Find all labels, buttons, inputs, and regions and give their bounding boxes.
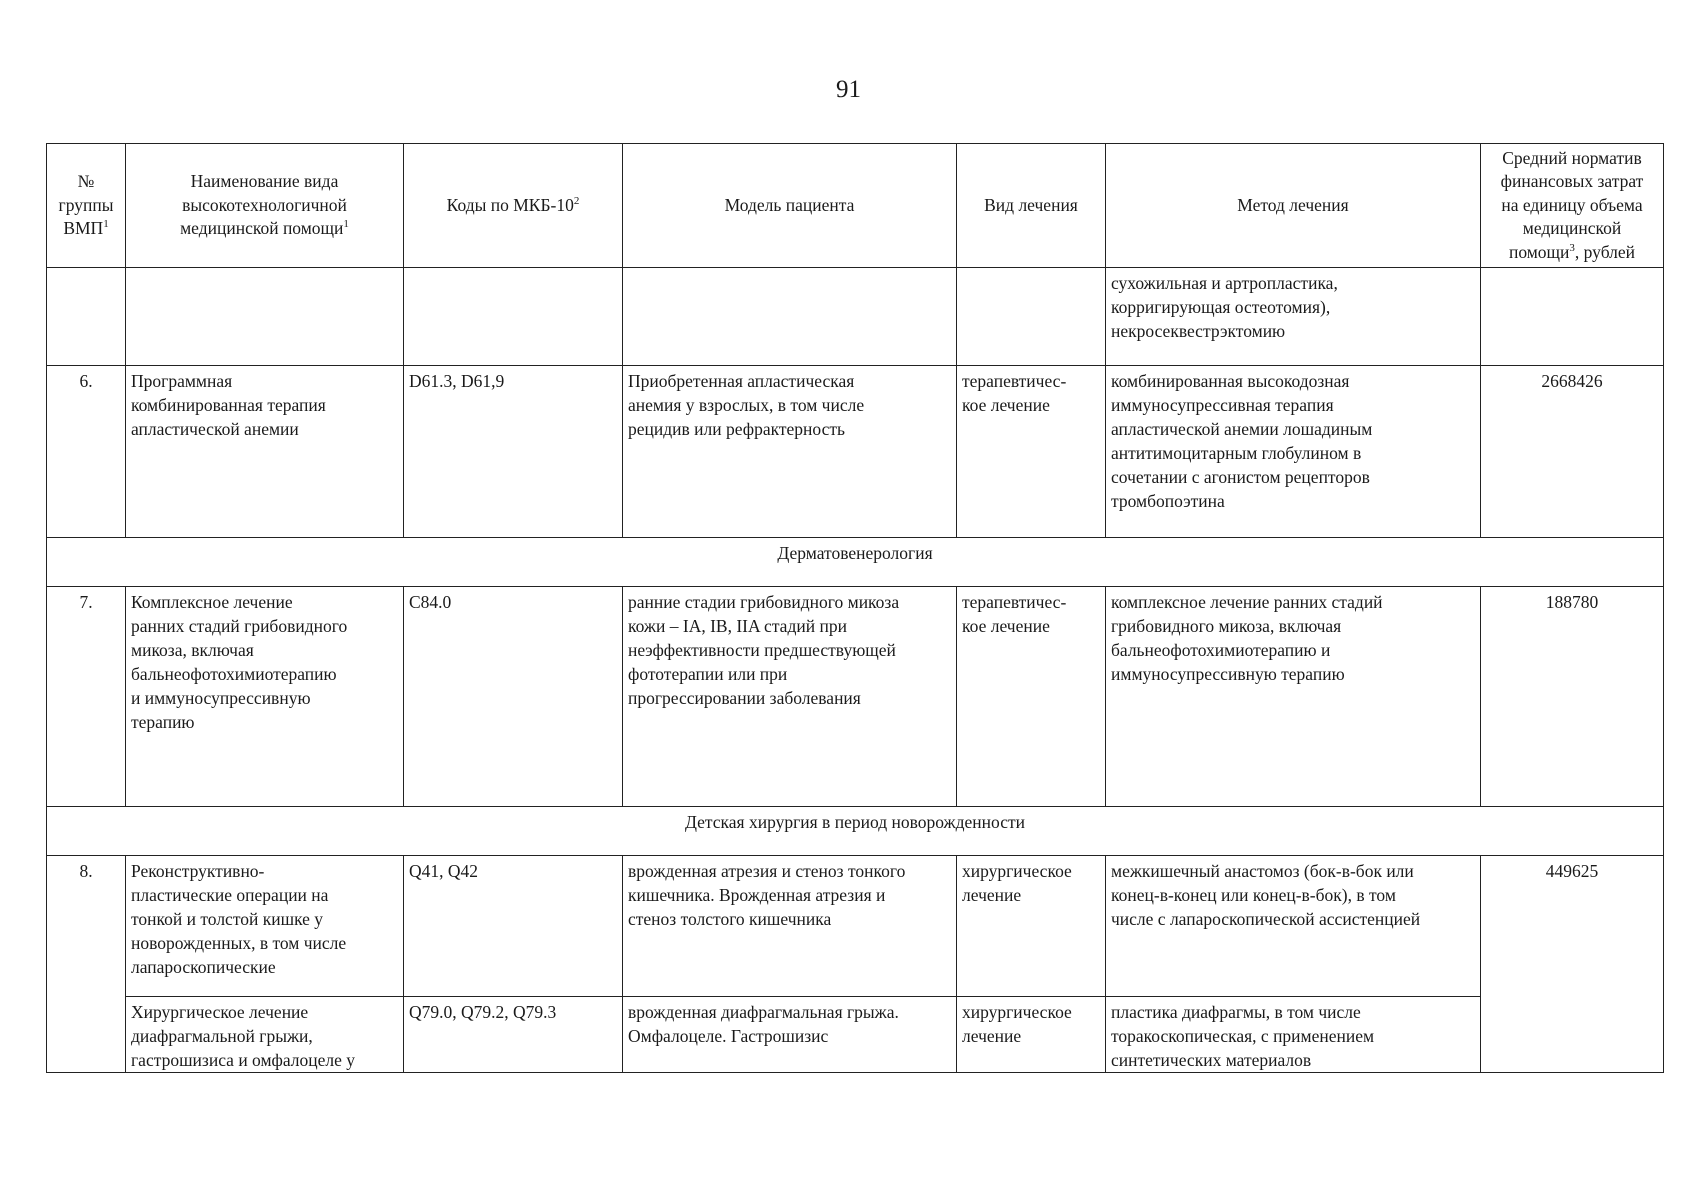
header-row [47,144,1664,268]
cell-name: Программная комбинированная терапия апластической анемии [126,366,404,538]
cell-codes: Q79.0, Q79.2, Q79.3 [404,997,623,1073]
header-care-type: Наименование вида высокотехнологичной медицинской помощи$^1$ [126,144,404,268]
table-row-7 [47,587,1664,807]
cell-name: Реконструктивно- пластические операции на тонкой и толстой кишке у новорожденных, в том числе лапароскопические [126,856,404,997]
page-number: 91 [836,76,861,103]
cell-type: хирургическое лечение [957,856,1106,997]
cell-model [623,268,957,366]
cell-method: комбинированная высокодозная иммуносупрессивная терапия апластической анемии лошадиным антитимоцитарным глобулином в сочетании с агонистом рецепторов тромбопоэтина [1106,366,1481,538]
cell-num: 7. [47,587,126,807]
cell-codes: D61.3, D61,9 [404,366,623,538]
header-group-number: № группы ВМП$^1$ [47,144,126,268]
cell-num: 8. [47,856,126,1073]
cell-name: Хирургическое лечение диафрагмальной грыжи, гастрошизиса и омфалоцеле у [126,997,404,1073]
header-treatment-type: Вид лечения [957,144,1106,268]
header-patient-model: Модель пациента [623,144,957,268]
cell-model: ранние стадии грибовидного микоза кожи – IA, IB, IIA стадий при неэффективности предшествующей фототерапии или при прогрессировании заболевания [623,587,957,807]
cell-cost [1481,268,1664,366]
section-title: Детская хирургия в период новорожденности [47,807,1664,856]
cell-cost: 449625 [1481,856,1664,1073]
header-treatment-method: Метод лечения [1106,144,1481,268]
cell-codes: C84.0 [404,587,623,807]
table-row-8a [47,856,1664,997]
cell-name [126,268,404,366]
cell-model: врожденная атрезия и стеноз тонкого кишечника. Врожденная атрезия и стеноз толстого кишечника [623,856,957,997]
cell-method: пластика диафрагмы, в том числе торакоскопическая, с применением синтетических материалов [1106,997,1481,1073]
section-row-neonatal-surgery [47,807,1664,856]
table-row-6 [47,366,1664,538]
cell-cost: 2668426 [1481,366,1664,538]
cell-type: терапевтичес- кое лечение [957,366,1106,538]
cell-cost: 188780 [1481,587,1664,807]
cell-num: 6. [47,366,126,538]
cell-type: терапевтичес- кое лечение [957,587,1106,807]
cell-method: комплексное лечение ранних стадий грибовидного микоза, включая бальнеофотохимиотерапию и иммуносупрессивную терапию [1106,587,1481,807]
header-cost: Средний норматив финансовых затрат на единицу объема медицинской помощи$^3$, рублей [1481,144,1664,268]
cell-name: Комплексное лечение ранних стадий грибовидного микоза, включая бальнеофотохимиотерапию и иммуносупрессивную терапию [126,587,404,807]
cell-model: врожденная диафрагмальная грыжа. Омфалоцеле. Гастрошизис [623,997,957,1073]
section-row-dermatology [47,538,1664,587]
table-row-continuation [47,268,1664,366]
cell-model: Приобретенная апластическая анемия у взрослых, в том числе рецидив или рефрактерность [623,366,957,538]
cell-method: межкишечный анастомоз (бок-в-бок или конец-в-конец или конец-в-бок), в том числе с лапароскопической ассистенцией [1106,856,1481,997]
vmp-table [46,143,1664,1073]
cell-codes [404,268,623,366]
cell-type: хирургическое лечение [957,997,1106,1073]
cell-num [47,268,126,366]
header-icd-codes: Коды по МКБ-$10^2$ [404,144,623,268]
cell-method: сухожильная и артропластика, корригирующая остеотомия), некросеквестрэктомию [1106,268,1481,366]
section-title: Дерматовенерология [47,538,1664,587]
table-row-8b [47,997,1664,1073]
cell-type [957,268,1106,366]
cell-codes: Q41, Q42 [404,856,623,997]
